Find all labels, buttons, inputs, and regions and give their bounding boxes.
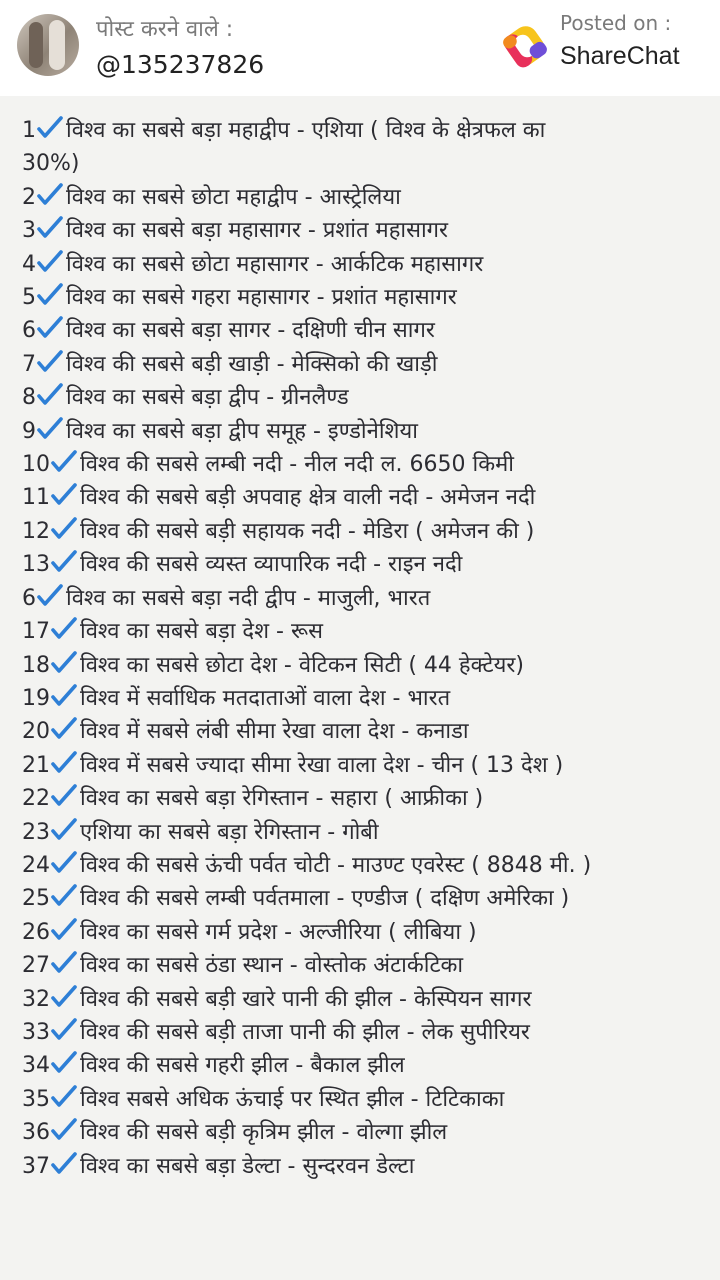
fact-text: विश्व का सबसे बड़ा देश - रूस: [80, 619, 323, 645]
check-mark-icon: [51, 884, 77, 908]
check-mark-icon: [51, 784, 77, 808]
fact-number: 33: [22, 1019, 50, 1045]
fact-item: [22, 749, 712, 782]
fact-text: विश्व की सबसे लम्बी पर्वतमाला - एण्डीज ( दक्षिण अमेरिका ): [80, 886, 570, 912]
fact-number: 23: [22, 819, 50, 845]
fact-text: विश्व का सबसे बड़ा रेगिस्तान - सहारा ( आफ्रीका ): [80, 786, 484, 812]
fact-item: [22, 615, 712, 648]
fact-item: [22, 481, 712, 514]
fact-number: 4: [22, 251, 36, 277]
fact-text: विश्व की सबसे बड़ी कृत्रिम झील - वोल्गा झील: [80, 1120, 448, 1146]
fact-number: 6: [22, 585, 36, 611]
fact-item: [22, 515, 712, 548]
fact-item: [22, 415, 712, 448]
fact-number: 18: [22, 652, 50, 678]
check-mark-icon: [37, 283, 63, 307]
fact-number: 25: [22, 886, 50, 912]
check-mark-icon: [51, 517, 77, 541]
fact-number: 35: [22, 1086, 50, 1112]
fact-number: 7: [22, 351, 36, 377]
fact-number: 27: [22, 953, 50, 979]
fact-text: विश्व की सबसे बड़ी ताजा पानी की झील - लेक सुपीरियर: [80, 1019, 530, 1045]
fact-text: विश्व की सबसे व्यस्त व्यापारिक नदी - राइन नदी: [80, 552, 463, 578]
check-mark-icon: [37, 116, 63, 140]
fact-text: विश्व की सबसे लम्बी नदी - नील नदी ल. 6650 किमी: [80, 452, 514, 478]
fact-item: [22, 882, 712, 915]
check-mark-icon: [51, 717, 77, 741]
check-mark-icon: [37, 584, 63, 608]
fact-text: विश्व की सबसे बड़ी सहायक नदी - मेडिरा ( अमेजन की ): [80, 518, 535, 544]
fact-item: [22, 816, 712, 849]
check-mark-icon: [51, 851, 77, 875]
fact-item: [22, 114, 712, 147]
fact-number: 21: [22, 752, 50, 778]
fact-text: विश्व की सबसे ऊंची पर्वत चोटी - माउण्ट एवरेस्ट ( 8848 मी. ): [80, 852, 592, 878]
fact-text: विश्व का सबसे बड़ा सागर - दक्षिणी चीन सागर: [66, 318, 435, 344]
check-mark-icon: [37, 183, 63, 207]
post-image: [0, 96, 720, 1280]
check-mark-icon: [37, 216, 63, 240]
fact-text: विश्व का सबसे बड़ा द्वीप - ग्रीनलैण्ड: [66, 385, 349, 411]
posted-on-label: Posted on :: [560, 11, 672, 35]
check-mark-icon: [51, 651, 77, 675]
fact-text: विश्व की सबसे बड़ी खाड़ी - मेक्सिको की खाड़ी: [66, 351, 438, 377]
fact-item: [22, 849, 712, 882]
fact-text: विश्व का सबसे बड़ा डेल्टा - सुन्दरवन डेल्टा: [80, 1153, 415, 1179]
check-mark-icon: [51, 918, 77, 942]
check-mark-icon: [51, 483, 77, 507]
fact-number: 1: [22, 118, 36, 143]
fact-text: विश्व का सबसे बड़ा नदी द्वीप - माजुली, भारत: [66, 585, 431, 611]
fact-item: [22, 381, 712, 414]
poster-handle[interactable]: @135237826: [96, 50, 265, 79]
fact-text: विश्व का सबसे गहरा महासागर - प्रशांत महासागर: [66, 285, 457, 311]
fact-item: [22, 314, 712, 347]
fact-text: विश्व सबसे अधिक ऊंचाई पर स्थित झील - टिटिकाका: [80, 1086, 505, 1112]
fact-item: [22, 181, 712, 214]
check-mark-icon: [37, 316, 63, 340]
fact-text: विश्व का सबसे छोटा देश - वेटिकन सिटी ( 44 हेक्टेयर): [80, 652, 524, 678]
fact-text: विश्व का सबसे बड़ा द्वीप समूह - इण्डोनेशिया: [66, 418, 418, 444]
fact-number: 6: [22, 318, 36, 344]
fact-item: [22, 1083, 712, 1116]
fact-text: विश्व की सबसे बड़ी अपवाह क्षेत्र वाली नदी - अमेजन नदी: [80, 485, 536, 511]
check-mark-icon: [37, 350, 63, 374]
fact-item: [22, 1049, 712, 1082]
fact-number: 34: [22, 1053, 50, 1079]
brand-name: ShareChat: [560, 42, 680, 70]
fact-list: [22, 114, 712, 1183]
fact-number: 3: [22, 218, 36, 244]
fact-item: [22, 682, 712, 715]
fact-item: [22, 1150, 712, 1183]
fact-item: [22, 1016, 712, 1049]
fact-text: विश्व का सबसे बड़ा महाद्वीप - एशिया ( विश्व के क्षेत्रफल का: [66, 118, 546, 143]
avatar-figure: [29, 22, 43, 68]
fact-number: 2: [22, 184, 36, 210]
check-mark-icon: [51, 684, 77, 708]
fact-item: [22, 548, 712, 581]
fact-text: विश्व की सबसे गहरी झील - बैकाल झील: [80, 1053, 405, 1079]
post-header: [0, 0, 720, 96]
fact-number: 17: [22, 619, 50, 645]
fact-number: 19: [22, 685, 50, 711]
fact-number: 11: [22, 485, 50, 511]
fact-number: 22: [22, 786, 50, 812]
poster-avatar[interactable]: [17, 14, 79, 76]
fact-text: विश्व का सबसे ठंडा स्थान - वोस्तोक अंटार्कटिका: [80, 953, 464, 979]
check-mark-icon: [37, 383, 63, 407]
fact-item: [22, 983, 712, 1016]
poster-label: पोस्ट करने वाले :: [96, 17, 234, 42]
fact-item: [22, 1116, 712, 1149]
fact-item: [22, 248, 712, 281]
sharechat-logo-icon: [499, 20, 551, 72]
check-mark-icon: [51, 450, 77, 474]
fact-item: [22, 916, 712, 949]
fact-item: [22, 582, 712, 615]
fact-number: 20: [22, 719, 50, 745]
fact-item: [22, 949, 712, 982]
fact-text: विश्व की सबसे बड़ी खारे पानी की झील - केस्पियन सागर: [80, 986, 532, 1012]
fact-number: 13: [22, 552, 50, 578]
fact-number: 12: [22, 518, 50, 544]
check-mark-icon: [51, 1085, 77, 1109]
fact-item: [22, 782, 712, 815]
check-mark-icon: [51, 617, 77, 641]
fact-number: 26: [22, 919, 50, 945]
check-mark-icon: [51, 751, 77, 775]
check-mark-icon: [51, 1118, 77, 1142]
fact-text-continuation: 30%): [22, 151, 80, 177]
fact-text: विश्व में सर्वाधिक मतदाताओं वाला देश - भारत: [80, 685, 451, 711]
avatar-figure: [49, 20, 65, 70]
fact-number: 10: [22, 452, 50, 478]
fact-number: 9: [22, 418, 36, 444]
fact-item: [22, 214, 712, 247]
fact-number: 36: [22, 1120, 50, 1146]
fact-number: 37: [22, 1153, 50, 1179]
check-mark-icon: [51, 818, 77, 842]
fact-number: 32: [22, 986, 50, 1012]
fact-number: 24: [22, 852, 50, 878]
fact-text: विश्व में सबसे ज्यादा सीमा रेखा वाला देश - चीन ( 13 देश ): [80, 752, 564, 778]
fact-item: [22, 649, 712, 682]
fact-number: 5: [22, 285, 36, 311]
check-mark-icon: [51, 985, 77, 1009]
check-mark-icon: [37, 250, 63, 274]
fact-item: [22, 448, 712, 481]
fact-text: एशिया का सबसे बड़ा रेगिस्तान - गोबी: [80, 819, 379, 845]
check-mark-icon: [51, 1152, 77, 1176]
fact-item: [22, 348, 712, 381]
check-mark-icon: [51, 1018, 77, 1042]
check-mark-icon: [51, 1051, 77, 1075]
fact-text: विश्व का सबसे छोटा महाद्वीप - आस्ट्रेलिया: [66, 184, 401, 210]
check-mark-icon: [51, 550, 77, 574]
fact-text: विश्व का सबसे छोटा महासागर - आर्कटिक महासागर: [66, 251, 484, 277]
fact-text: विश्व में सबसे लंबी सीमा रेखा वाला देश - कनाडा: [80, 719, 469, 745]
fact-number: 8: [22, 385, 36, 411]
fact-text: विश्व का सबसे गर्म प्रदेश - अल्जीरिया ( लीबिया ): [80, 919, 477, 945]
fact-item: [22, 281, 712, 314]
check-mark-icon: [37, 417, 63, 441]
check-mark-icon: [51, 951, 77, 975]
fact-text: विश्व का सबसे बड़ा महासागर - प्रशांत महासागर: [66, 218, 449, 244]
fact-item: [22, 715, 712, 748]
